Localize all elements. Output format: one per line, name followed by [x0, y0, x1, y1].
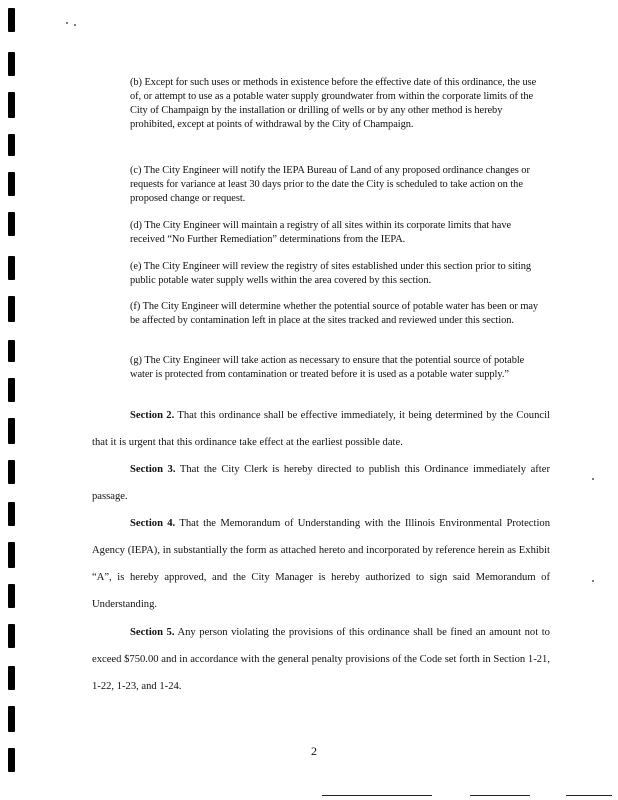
- section-text: That the City Clerk is hereby directed to publish this Ordinance immediately after passage.: [92, 464, 550, 502]
- section-heading: Section 2.: [130, 410, 175, 421]
- section-3: [92, 456, 550, 510]
- footer-rule: [470, 795, 530, 796]
- subsection-g: (g) The City Engineer will take action as necessary to ensure that the potential source of potable water is protected from contamination or treated before it is used as a potable water supply.”: [130, 355, 525, 380]
- subsection-b: (b) Except for such uses or methods in existence before the effective date of this ordinance, the use of, or attempt to use as a potable water supply groundwater from within the corporate limits of the City of Champaign by the installation or drilling of wells or by any other method is hereby prohibited, except at points of withdrawal by the City of Champaign.: [130, 77, 537, 130]
- scan-speck: [74, 24, 76, 26]
- section-5: [92, 619, 550, 700]
- section-heading: Section 3.: [130, 464, 176, 475]
- scan-speck: [592, 478, 594, 480]
- section-text: That the Memorandum of Understanding with the Illinois Environmental Protection Agency (IEPA), in substantially the form as attached hereto and incorporated by reference herein as Exhibit “A”, is hereby approved, and the City Manager is hereby authorized to sign said Memorandum of Understanding.: [92, 518, 550, 610]
- section-4: [92, 510, 550, 618]
- footer-rule: [566, 795, 612, 796]
- scan-speck: [592, 580, 594, 582]
- section-heading: Section 5.: [130, 627, 175, 638]
- scan-speck: [66, 22, 68, 24]
- section-heading: Section 4.: [130, 518, 176, 529]
- subsection-e: (e) The City Engineer will review the registry of sites established under this section prior to siting public potable water supply wells within the area covered by this section.: [130, 261, 532, 286]
- subsection-d: (d) The City Engineer will maintain a registry of all sites within its corporate limits that have received “No Further Remediation” determinations from the IEPA.: [130, 220, 512, 245]
- footer-rule: [322, 795, 432, 796]
- scan-edge-marks: [8, 0, 18, 800]
- subsection-c: (c) The City Engineer will notify the IEPA Bureau of Land of any proposed ordinance changes or requests for variance at least 30 days prior to the date the City is scheduled to take action on the proposed change or request.: [130, 165, 530, 204]
- page-number: 2: [311, 744, 317, 758]
- subsection-f: (f) The City Engineer will determine whether the potential source of potable water has been or may be affected by contamination left in place at the sites tracked and reviewed under this section.: [130, 301, 539, 326]
- section-text: That this ordinance shall be effective immediately, it being determined by the Council that it is urgent that this ordinance take effect at the earliest possible date.: [92, 410, 550, 448]
- section-text: Any person violating the provisions of this ordinance shall be fined an amount not to exceed $750.00 and in accordance with the general penalty provisions of the Code set forth in Section 1-21, 1-22, 1-23, and 1-24.: [92, 627, 550, 692]
- section-2: [92, 402, 550, 456]
